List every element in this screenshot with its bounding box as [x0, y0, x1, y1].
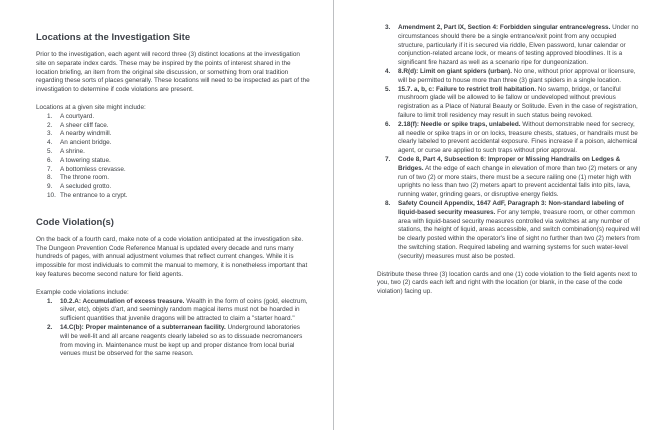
violation-text	[60, 324, 310, 359]
list-number: 5.	[47, 147, 53, 155]
violation-code: Amendment 2, Part IX, Section 4: Forbidden singular entrance/egress.	[398, 24, 611, 31]
locations-list	[36, 113, 310, 201]
violation-code: 2.18(f): Needle or spike traps, unlabeled.	[398, 120, 521, 128]
violation-text	[398, 200, 642, 262]
violation-item	[36, 298, 310, 324]
list-text: A sheer cliff face.	[60, 121, 109, 129]
list-item	[36, 122, 310, 131]
violation-text	[60, 298, 310, 324]
violation-item	[36, 324, 310, 359]
violations-list-left	[36, 298, 310, 360]
list-number: 2.	[47, 323, 53, 331]
list-number: 9.	[47, 183, 53, 191]
locations-intro-paragraph: Prior to the investigation, each agent will record three (3) distinct locations at the investigation site on separate index cards. These may be inspired by the points of interest shared in the location briefing, an item from the original site discussion, or something from oral tradition regarding these sorts of places generally. These locations will need to be inspected as part of the investigation to determine if code violations are present.	[36, 51, 310, 94]
list-item	[36, 192, 310, 201]
violation-item	[377, 68, 642, 86]
violation-item	[377, 121, 642, 156]
violation-item	[377, 156, 642, 200]
list-item	[36, 174, 310, 183]
list-number: 7.	[47, 165, 53, 173]
violations-list-right	[377, 24, 642, 262]
violation-item	[377, 86, 642, 121]
list-number: 4.	[385, 67, 391, 75]
list-number: 4.	[47, 139, 53, 147]
list-item	[36, 157, 310, 166]
list-number: 3.	[385, 24, 391, 31]
violation-description: Under no circumstances should there be a single entrance/exit point from any occupied structure, particularly if it is secured via riddle, Elven password, lunar calendar or conjunction-related arcane lock, or means of testing approved bloodlines. It is a significant fire hazard as well as a scenario ripe for dungeonization.	[398, 24, 639, 67]
violation-description: Underground laboratories will be well-lit and all arcane reagents clearly labeled so as to dissuade necromancers from moving in. Maintenance must be kept up and proper distance from local burial venues must be observed for the same reason.	[60, 323, 303, 358]
list-number: 3.	[47, 130, 53, 138]
list-number: 8.	[385, 199, 391, 207]
distribution-closing-paragraph: Distribute these three (3) location cards and one (1) code violation to the field agents next to you, two (2) cards each left and right with the location (or blank, in the case of the code violation) facing up.	[377, 270, 638, 296]
list-item	[36, 148, 310, 157]
examples-lead-line: Example code violations include:	[36, 288, 129, 296]
list-text: A nearby windmill.	[60, 130, 112, 138]
list-number: 2.	[47, 121, 53, 129]
violation-text	[398, 86, 642, 121]
list-text: A towering statue.	[60, 156, 111, 164]
section-heading-code-violations: Code Violation(s)	[36, 216, 114, 228]
violation-description: For any temple, treasure room, or other common area with liquid-based security measures controlled via switches at any number of stations, the height of liquid, areas accessible, and switch combination(s) required will be clearly posted within the operator's line of sight no further than two (2) meters from the switching station. Required labeling and warning systems for such water-level (security) measures must also be posted.	[398, 208, 640, 260]
list-number: 1.	[47, 297, 53, 305]
violation-code: 14.C(b): Proper maintenance of a subterranean facility.	[60, 323, 226, 331]
violation-item	[377, 200, 642, 262]
violation-description: No one, without prior approval or licensure, will be permitted to house more than three (3) giant spiders in a single location.	[398, 67, 636, 84]
violation-code: Code 8, Part 4, Subsection 6: Improper or Missing Handrails on Ledges & Bridges.	[398, 155, 621, 172]
page-right	[334, 0, 666, 430]
violation-code: Safety Council Appendix, 1647 AdF, Paragraph 3: Non-standard labeling of liquid-based security measures.	[398, 199, 624, 216]
list-number: 5.	[385, 85, 391, 93]
list-item	[36, 183, 310, 192]
list-text: The entrance to a crypt.	[60, 191, 128, 199]
list-number: 6.	[47, 156, 53, 164]
list-item	[36, 139, 310, 148]
list-item	[36, 130, 310, 139]
list-number: 6.	[385, 120, 391, 128]
list-text: A secluded grotto.	[60, 183, 112, 191]
violations-intro-paragraph: On the back of a fourth card, make note of a code violation anticipated at the investigation site. The Dungeon Prevention Code Reference Manual is updated every decade and runs many hundreds of pages, with annual adjustment volumes that reflect current changes. While it is impossible for most individuals to commit the manual to memory, it is nonetheless important that key features become second nature for field agents.	[36, 235, 308, 278]
list-number: 8.	[47, 174, 53, 182]
list-number: 7.	[385, 155, 391, 163]
violation-description: At the edge of each change in elevation of more than two (2) meters or any run of two (2) or more stairs, there must be a secure railing one (1) meter high with uprights no less than two (2) meters apart to prevent accidental falls into pits, lava, running water, grinding gears, or disruptive energy fields.	[398, 164, 638, 199]
violation-text	[398, 121, 642, 156]
list-text: A courtyard.	[60, 112, 95, 120]
violation-code: 8.R(d): Limit on giant spiders (urban).	[398, 67, 512, 75]
list-text: The throne room.	[60, 174, 110, 182]
locations-lead-line: Locations at a given site might include:	[36, 103, 146, 111]
violation-item	[377, 24, 642, 68]
list-text: A shrine.	[60, 147, 85, 155]
list-number: 10.	[47, 191, 56, 199]
violation-text	[398, 68, 642, 86]
violation-text	[398, 156, 642, 200]
list-text: An ancient bridge.	[60, 139, 112, 147]
violation-description: No swamp, bridge, or fanciful mushroom glade will be allowed to lie fallow or undeveloped without previous registration as a Place of Natural Beauty or Solitude. Even in the case of registration, failure to limit troll residency may result in such status being revoked.	[398, 85, 638, 119]
violation-code: 10.2.A: Accumulation of excess treasure.	[60, 297, 185, 305]
list-number: 1.	[47, 112, 53, 120]
violation-code: 15.7. a, b, c: Failure to restrict troll habitation.	[398, 85, 537, 93]
violation-description: Without demonstrable need for secrecy, all needle or spike traps in or on locks, treasure chests, statues, or handrails must be clearly labeled to prevent accidental exposure. Fines increase if a poison, alchemical agent, or curse are applied to such traps without prior approval.	[398, 120, 638, 155]
list-item	[36, 113, 310, 122]
violation-text	[398, 24, 642, 68]
violation-description: Wealth in the form of coins (gold, electrum, silver, etc), objets d'art, and seemingly random magical items must not be hoarded in sufficient quantities that juvenile dragons will be attracted to claim a "starter hoard."	[60, 297, 308, 323]
section-heading-locations: Locations at the Investigation Site	[36, 32, 191, 43]
list-text: A bottomless crevasse.	[60, 165, 126, 173]
list-item	[36, 166, 310, 175]
